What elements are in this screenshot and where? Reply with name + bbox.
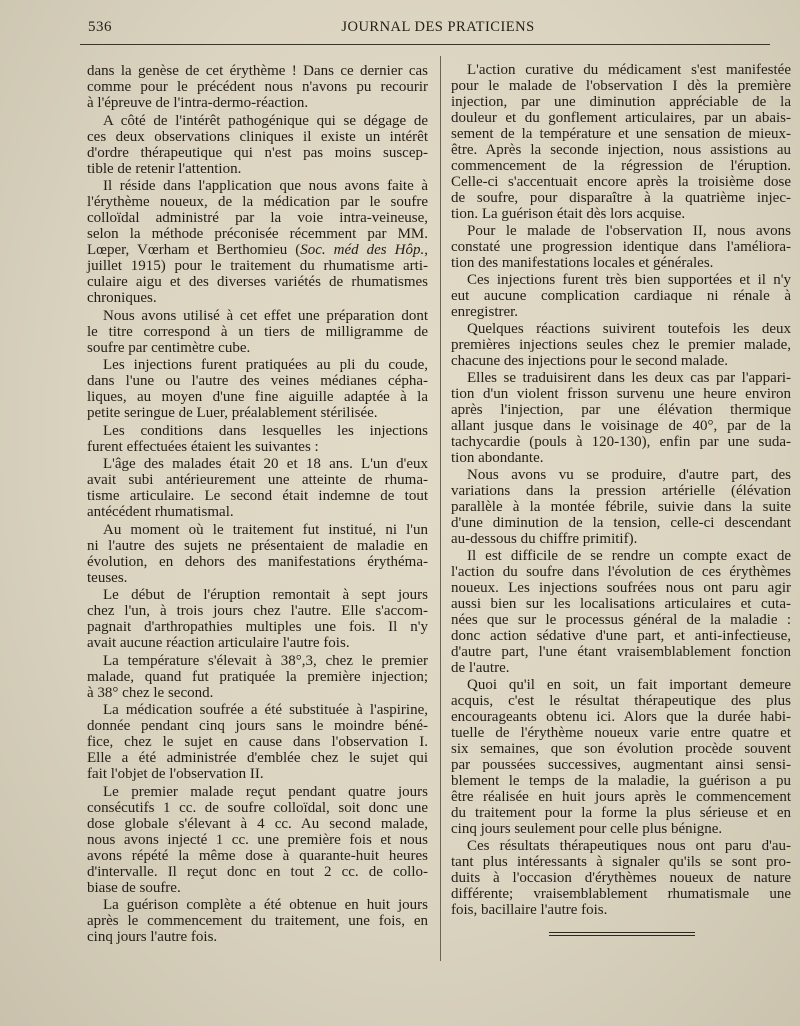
text-line: dans l'une ou l'autre des veines médianes cépha- <box>87 373 428 389</box>
text-line: duits à l'occasion d'érythèmes noueux de nature <box>451 870 791 886</box>
text-line: Nous avons utilisé à cet effet une préparation dont <box>103 307 428 324</box>
text-line: colloïdal administré par la voie intra-veineuse, <box>87 210 428 226</box>
text-line: donc action sédative d'une part, et anti-infectieuse, <box>451 628 791 644</box>
text-line: nées que sur le processus général de la maladie : <box>451 612 791 628</box>
text-line: L'action curative du médicament s'est manifestée <box>467 62 791 78</box>
text-line: blement le temps de la maladie, la guérison a pu <box>451 773 791 789</box>
text-line: tible de retenir l'attention. <box>87 160 242 177</box>
text-line: liques, au moyen d'une fine aiguille adaptée à la <box>87 389 428 405</box>
text-line: noueux. Les injections soufrées nous ont paru agir <box>451 580 791 596</box>
paragraph <box>87 784 428 896</box>
text-line: La température s'élevait à 38°,3, chez le premier <box>103 652 428 669</box>
text-line: l'action du soufre dans l'évolution de ces érythèmes <box>451 564 791 580</box>
text-line: tisme articulaire. Le second était indemne de tout <box>87 488 428 504</box>
text-line: Celle-ci s'accentuait encore après la troisième dose <box>451 174 791 190</box>
paragraph <box>87 113 428 177</box>
text-line: premières injections seules chez le premier malade, <box>451 337 791 353</box>
text-line: Quoi qu'il en soit, un fait important demeure <box>467 677 791 693</box>
text-line: après le commencement du traitement, une fois, en <box>87 913 428 929</box>
text-line: ni l'autre des sujets ne présentaient de maladie en <box>87 537 428 554</box>
paragraph <box>87 587 428 651</box>
text-line: cinq jours seulement pour celle plus bénigne. <box>451 821 723 837</box>
text-line: chez l'un, à trois jours chez l'autre. Elle s'accom- <box>87 603 428 619</box>
text-line: petite seringue de Luer, préalablement stérilisée. <box>87 405 378 421</box>
text-line: douleur et du gonflement articulaires, par un abais- <box>451 110 791 126</box>
text-line: Elles se traduisirent dans les deux cas par l'appari- <box>467 370 791 386</box>
text-line: constaté une progression identique dans l'améliora- <box>451 239 791 255</box>
text-line: de soufre, pour disparaître à la quatrième injec- <box>451 190 791 206</box>
text-line: avait aucune réaction articulaire l'autre fois. <box>87 635 350 651</box>
paragraph <box>451 62 791 222</box>
text-line: d'intervalle. Il reçut donc en tout 2 cc. de collo- <box>87 863 428 880</box>
header-rule <box>80 44 770 45</box>
paragraph <box>451 548 791 676</box>
text-line: du traitement pour la forme la plus sérieuse et en <box>451 805 791 821</box>
text-line: consécutifs 1 cc. de soufre colloïdal, soit donc une <box>87 799 428 816</box>
paragraph <box>87 456 428 520</box>
text-line: fois, bacillaire l'autre fois. <box>451 902 608 918</box>
text-line: chroniques. <box>87 290 157 306</box>
paragraph <box>87 522 428 586</box>
text-line: variations dans la pression artérielle (élévation <box>451 483 791 499</box>
text-line: Au moment où le traitement fut institué, ni l'un <box>103 521 428 538</box>
text-line: d'autre part, l'une étant vraisemblablement fonction <box>451 644 791 660</box>
column-divider <box>440 56 441 961</box>
text-line: encourageants obtenu ici. Alors que la durée habi- <box>451 709 791 725</box>
text-line: Les conditions dans lesquelles les injections <box>103 422 428 439</box>
text-line: La guérison complète a été obtenue en huit jours <box>103 897 428 913</box>
paragraph <box>87 357 428 421</box>
text-line: La médication soufrée a été substituée à l'aspirine, <box>103 702 428 718</box>
text-line: le titre correspond à un tiers de milligramme de <box>87 323 428 340</box>
text-line: pagnait d'arthropathies multiples une fois. Il n'y <box>87 619 428 635</box>
text-line: juillet 1915) pour le traitement du rhumatisme arti- <box>87 258 428 274</box>
text-line: acquis, c'est le résultat thérapeutique des plus <box>451 693 791 709</box>
text-segment: Lœper, Vœrham et Berthomieu ( <box>87 242 301 258</box>
text-line: injection, par une diminution appréciable de la <box>451 94 791 110</box>
text-line: six semaines, que son évolution procède souvent <box>451 741 791 757</box>
text-line <box>87 242 428 258</box>
text-line: Le premier malade reçut pendant quatre jours <box>103 783 428 800</box>
paragraph <box>87 653 428 701</box>
paragraph <box>87 178 428 306</box>
text-line: tachycardie (pouls à 120-130), enfin par une suda- <box>451 434 791 450</box>
text-line: antécédent rhumatismal. <box>87 504 234 520</box>
text-line: l'érythème noueux, de la médication par le soufre <box>87 194 428 210</box>
text-line: teuses. <box>87 569 128 586</box>
text-line: de l'autre. <box>451 660 510 676</box>
text-line: être. Après la seconde injection, nous assistions au <box>451 142 791 158</box>
text-line: par poussées successives, augmentant ainsi sensi- <box>451 757 791 773</box>
text-line: être réalisée en huit jours après le commencement <box>451 789 791 805</box>
text-line: Il réside dans l'application que nous avons faite à <box>103 178 428 194</box>
text-line: dans la genèse de cet érythème ! Dans ce dernier cas <box>87 63 428 79</box>
paragraph <box>451 223 791 271</box>
text-line: d'ordre thérapeutique qui n'est pas moins suscep- <box>87 144 428 161</box>
end-of-article-rule <box>549 932 695 936</box>
text-line: furent effectuées étaient les suivantes : <box>87 438 319 455</box>
text-line: aussi bien sur les localisations articulaires et cuta- <box>451 596 791 612</box>
text-line: culaire aigu et des diverses variétés de rhumatismes <box>87 274 428 290</box>
paragraph <box>451 321 791 369</box>
text-line: à l'épreuve de l'intra-dermo-réaction. <box>87 95 309 111</box>
text-line: tant plus intéressants à signaler qu'ils se sont pro- <box>451 854 791 870</box>
text-line: chacune des injections pour le second malade. <box>451 353 728 369</box>
text-line: avait subi antérieurement une atteinte de rhuma- <box>87 472 428 488</box>
paragraph <box>451 677 791 837</box>
text-line: parallèle à la montée fébrile, suivie dans la suite <box>451 499 791 515</box>
text-line: tion d'un violent frisson survenu une heure environ <box>451 386 791 402</box>
text-line: sement de la température et une sensation de mieux- <box>451 126 791 142</box>
text-line: comme pour le précédent nous n'avons pu recourir <box>87 79 428 95</box>
text-line: Elle a été administrée d'emblée chez le sujet qui <box>87 750 428 766</box>
paragraph <box>451 272 791 320</box>
paragraph <box>451 838 791 918</box>
right-column <box>451 62 791 918</box>
text-line: tuelle de l'érythème noueux varie entre quatre et <box>451 725 791 741</box>
text-line: avons répété la même dose à quarante-huit heures <box>87 847 428 864</box>
paragraph <box>87 308 428 356</box>
text-line: ces deux observations cliniques il existe un intérêt <box>87 128 428 145</box>
text-line: tion des manifestations locales et générales. <box>451 255 714 271</box>
text-line: Ces résultats thérapeutiques nous ont paru d'au- <box>467 838 791 854</box>
text-line: Quelques réactions suivirent toutefois les deux <box>467 321 791 337</box>
paragraph <box>451 370 791 466</box>
paragraph <box>87 702 428 782</box>
text-line: donnée pendant cinq jours sans le moindre béné- <box>87 718 428 734</box>
text-line: Les injections furent pratiquées au pli du coude, <box>103 357 428 373</box>
text-line: différente; vraisemblablement rhumatismale une <box>451 886 791 902</box>
text-line: nous avons injecté 1 cc. une première fois et nous <box>87 831 428 848</box>
text-line: tion. La guérison était dès lors acquise. <box>451 206 686 222</box>
text-line: Ces injections furent très bien supportées et il n'y <box>467 272 791 288</box>
text-line: L'âge des malades était 20 et 18 ans. L'un d'eux <box>103 456 428 472</box>
text-line: tion abondante. <box>451 450 544 466</box>
paragraph <box>87 423 428 455</box>
text-line: fait l'objet de l'observation II. <box>87 766 264 782</box>
text-segment: , <box>424 242 428 258</box>
text-line: allant jusque dans le voisinage de 40°, par de la <box>451 418 791 434</box>
left-column <box>87 63 428 945</box>
text-line: Pour le malade de l'observation II, nous avons <box>467 223 791 239</box>
page-number: 536 <box>88 19 112 35</box>
text-line: au-dessous du chiffre primitif). <box>451 531 638 547</box>
text-line: A côté de l'intérêt pathogénique qui se dégage de <box>103 112 428 129</box>
text-line: Nous avons vu se produire, d'autre part, des <box>467 467 791 483</box>
text-line: eut aucune complication cardiaque ni rénale à <box>451 288 791 304</box>
text-line: enregistrer. <box>451 304 519 320</box>
text-line: dose globale s'élevant à 4 cc. Au second malade, <box>87 815 428 832</box>
italic-citation: Soc. méd des Hôp. <box>300 242 425 258</box>
text-line: à 38° chez le second. <box>87 684 214 701</box>
text-line: Le début de l'éruption remontait à sept jours <box>103 587 428 603</box>
text-line: soufre par centimètre cube. <box>87 339 251 356</box>
text-line: d'une diminution de la tension, celle-ci descendant <box>451 515 791 531</box>
text-line: selon la méthode préconisée récemment par MM. <box>87 226 428 242</box>
text-line: pour le malade de l'observation I dès la première <box>451 78 791 94</box>
paragraph <box>87 63 428 111</box>
text-line: biase de soufre. <box>87 879 181 896</box>
text-line: évolution, en dehors des manifestations érythéma- <box>87 553 428 570</box>
text-line: Il est difficile de se rendre un compte exact de <box>467 548 791 564</box>
paragraph <box>451 467 791 547</box>
text-line: malade, quand fut pratiquée la première injection; <box>87 668 428 685</box>
text-line: après l'injection, par une élévation thermique <box>451 402 791 418</box>
text-line: commencement de la régression de l'éruption. <box>451 158 791 174</box>
text-line: cinq jours l'autre fois. <box>87 929 218 945</box>
text-line: fice, chez le sujet en cause dans l'observation I. <box>87 734 428 750</box>
journal-title: JOURNAL DES PRATICIENS <box>341 19 535 35</box>
paragraph <box>87 897 428 945</box>
